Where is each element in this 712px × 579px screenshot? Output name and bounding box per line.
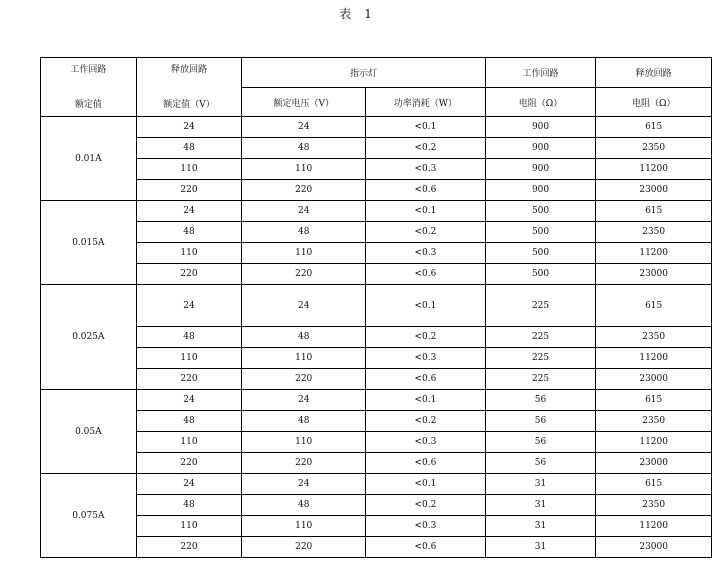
cell-power: <0.1 xyxy=(366,390,486,411)
cell-work-resistance: 225 xyxy=(485,285,596,327)
cell-release-voltage: 48 xyxy=(136,411,242,432)
cell-release-resistance: 615 xyxy=(596,201,712,222)
cell-power: <0.6 xyxy=(366,537,486,558)
table-row xyxy=(41,243,712,264)
cell-lamp-voltage: 220 xyxy=(242,453,366,474)
cell-work-resistance: 900 xyxy=(485,138,596,159)
cell-power: <0.1 xyxy=(366,474,486,495)
cell-release-voltage: 48 xyxy=(136,222,242,243)
cell-work-resistance: 225 xyxy=(485,348,596,369)
cell-release-voltage: 48 xyxy=(136,138,242,159)
cell-power: <0.3 xyxy=(366,243,486,264)
table-row xyxy=(41,159,712,180)
cell-work-resistance: 500 xyxy=(485,201,596,222)
table-row xyxy=(41,495,712,516)
cell-work-resistance: 31 xyxy=(485,537,596,558)
cell-power: <0.2 xyxy=(366,222,486,243)
cell-work-resistance: 900 xyxy=(485,117,596,138)
cell-power: <0.2 xyxy=(366,495,486,516)
header-indicator: 指示灯 xyxy=(242,58,485,88)
cell-release-resistance: 2350 xyxy=(596,495,712,516)
cell-release-voltage: 220 xyxy=(136,537,242,558)
cell-power: <0.6 xyxy=(366,180,486,201)
cell-release-voltage: 48 xyxy=(136,495,242,516)
header-release-resistance-top: 释放回路 xyxy=(596,58,712,88)
header-indicator-voltage: 额定电压（V） xyxy=(242,88,366,117)
header-release-resistance-bottom: 电阻（Ω） xyxy=(596,88,712,117)
table-row xyxy=(41,348,712,369)
cell-release-voltage: 110 xyxy=(136,243,242,264)
cell-power: <0.2 xyxy=(366,327,486,348)
cell-power: <0.3 xyxy=(366,348,486,369)
cell-release-voltage: 110 xyxy=(136,159,242,180)
cell-release-voltage: 24 xyxy=(136,201,242,222)
cell-work-resistance: 56 xyxy=(485,390,596,411)
cell-lamp-voltage: 48 xyxy=(242,411,366,432)
table-row xyxy=(41,138,712,159)
cell-power: <0.2 xyxy=(366,411,486,432)
cell-lamp-voltage: 110 xyxy=(242,516,366,537)
header-work-rating xyxy=(41,58,137,117)
cell-power: <0.1 xyxy=(366,285,486,327)
cell-release-resistance: 23000 xyxy=(596,264,712,285)
cell-release-voltage: 110 xyxy=(136,348,242,369)
header-work-resistance-top: 工作回路 xyxy=(485,58,596,88)
table-row xyxy=(41,537,712,558)
cell-release-voltage: 110 xyxy=(136,432,242,453)
cell-lamp-voltage: 110 xyxy=(242,159,366,180)
cell-lamp-voltage: 48 xyxy=(242,222,366,243)
cell-lamp-voltage: 24 xyxy=(242,390,366,411)
cell-work-resistance: 225 xyxy=(485,327,596,348)
table-row xyxy=(41,222,712,243)
cell-lamp-voltage: 220 xyxy=(242,369,366,390)
cell-work-resistance: 225 xyxy=(485,369,596,390)
cell-release-voltage: 220 xyxy=(136,180,242,201)
cell-lamp-voltage: 24 xyxy=(242,285,366,327)
table-row xyxy=(41,411,712,432)
cell-lamp-voltage: 48 xyxy=(242,495,366,516)
cell-power: <0.6 xyxy=(366,369,486,390)
cell-work-resistance: 31 xyxy=(485,516,596,537)
cell-lamp-voltage: 24 xyxy=(242,474,366,495)
cell-work-resistance: 31 xyxy=(485,495,596,516)
cell-release-voltage: 110 xyxy=(136,516,242,537)
cell-power: <0.6 xyxy=(366,453,486,474)
cell-work-resistance: 500 xyxy=(485,264,596,285)
current-rating-cell: 0.01A xyxy=(41,117,137,201)
header-work-rating-top: 工作回路 xyxy=(70,65,107,75)
header-work-resistance-bottom: 电阻（Ω） xyxy=(485,88,596,117)
cell-release-resistance: 615 xyxy=(596,474,712,495)
cell-work-resistance: 31 xyxy=(485,474,596,495)
header-release-rating-top: 释放回路 xyxy=(171,65,208,75)
table-row xyxy=(41,390,712,411)
current-rating-cell: 0.025A xyxy=(41,285,137,390)
cell-lamp-voltage: 220 xyxy=(242,264,366,285)
cell-release-voltage: 220 xyxy=(136,264,242,285)
cell-lamp-voltage: 48 xyxy=(242,327,366,348)
cell-lamp-voltage: 110 xyxy=(242,348,366,369)
header-release-rating xyxy=(136,58,242,117)
specification-table xyxy=(40,57,712,558)
table-row xyxy=(41,432,712,453)
cell-lamp-voltage: 48 xyxy=(242,138,366,159)
caption-label: 表 xyxy=(339,7,353,21)
table-row xyxy=(41,369,712,390)
cell-work-resistance: 900 xyxy=(485,180,596,201)
cell-release-resistance: 615 xyxy=(596,390,712,411)
cell-power: <0.3 xyxy=(366,516,486,537)
cell-lamp-voltage: 24 xyxy=(242,201,366,222)
cell-power: <0.1 xyxy=(366,201,486,222)
cell-work-resistance: 500 xyxy=(485,243,596,264)
cell-release-voltage: 24 xyxy=(136,474,242,495)
caption-number: 1 xyxy=(364,7,373,21)
cell-release-voltage: 220 xyxy=(136,369,242,390)
header-row-top xyxy=(41,58,712,88)
current-rating-cell: 0.075A xyxy=(41,474,137,558)
current-rating-cell: 0.015A xyxy=(41,201,137,285)
cell-lamp-voltage: 220 xyxy=(242,180,366,201)
table-row xyxy=(41,285,712,327)
cell-power: <0.3 xyxy=(366,432,486,453)
cell-release-resistance: 2350 xyxy=(596,222,712,243)
cell-release-resistance: 23000 xyxy=(596,537,712,558)
table-row xyxy=(41,117,712,138)
current-rating-cell: 0.05A xyxy=(41,390,137,474)
table-row xyxy=(41,264,712,285)
cell-release-voltage: 24 xyxy=(136,285,242,327)
table-row xyxy=(41,180,712,201)
cell-release-resistance: 2350 xyxy=(596,138,712,159)
table-row xyxy=(41,516,712,537)
cell-release-voltage: 48 xyxy=(136,327,242,348)
header-release-rating-bottom: 额定值（V） xyxy=(163,100,215,110)
cell-power: <0.6 xyxy=(366,264,486,285)
cell-release-resistance: 615 xyxy=(596,117,712,138)
cell-lamp-voltage: 220 xyxy=(242,537,366,558)
cell-release-resistance: 11200 xyxy=(596,348,712,369)
cell-release-resistance: 23000 xyxy=(596,453,712,474)
cell-release-resistance: 23000 xyxy=(596,180,712,201)
cell-release-resistance: 23000 xyxy=(596,369,712,390)
cell-release-resistance: 11200 xyxy=(596,432,712,453)
cell-lamp-voltage: 110 xyxy=(242,243,366,264)
cell-release-resistance: 11200 xyxy=(596,243,712,264)
header-work-rating-bottom: 额定值 xyxy=(74,100,102,110)
cell-release-resistance: 2350 xyxy=(596,327,712,348)
cell-lamp-voltage: 110 xyxy=(242,432,366,453)
cell-work-resistance: 56 xyxy=(485,432,596,453)
cell-release-resistance: 11200 xyxy=(596,516,712,537)
cell-release-voltage: 220 xyxy=(136,453,242,474)
cell-release-resistance: 11200 xyxy=(596,159,712,180)
header-indicator-power: 功率消耗（W） xyxy=(366,88,486,117)
cell-lamp-voltage: 24 xyxy=(242,117,366,138)
cell-work-resistance: 56 xyxy=(485,411,596,432)
cell-release-resistance: 2350 xyxy=(596,411,712,432)
cell-release-resistance: 615 xyxy=(596,285,712,327)
cell-work-resistance: 900 xyxy=(485,159,596,180)
cell-power: <0.2 xyxy=(366,138,486,159)
table-row xyxy=(41,453,712,474)
cell-release-voltage: 24 xyxy=(136,390,242,411)
table-row xyxy=(41,327,712,348)
cell-power: <0.3 xyxy=(366,159,486,180)
table-row xyxy=(41,201,712,222)
table-row xyxy=(41,474,712,495)
cell-work-resistance: 500 xyxy=(485,222,596,243)
cell-release-voltage: 24 xyxy=(136,117,242,138)
table-caption xyxy=(0,5,712,22)
cell-work-resistance: 56 xyxy=(485,453,596,474)
cell-power: <0.1 xyxy=(366,117,486,138)
